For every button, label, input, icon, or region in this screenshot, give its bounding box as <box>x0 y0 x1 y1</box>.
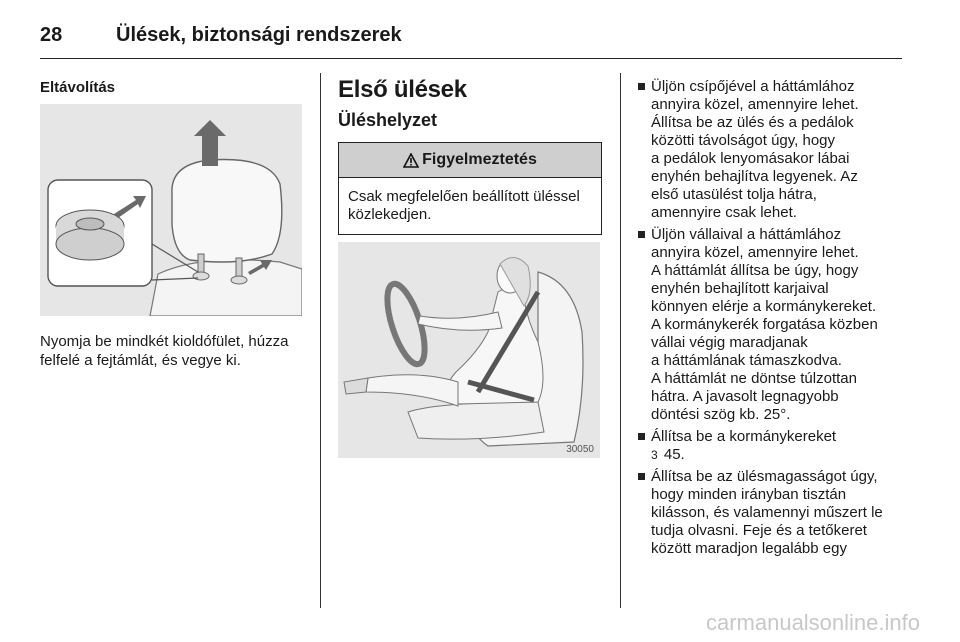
list-item <box>638 428 908 464</box>
section-subheading: Üléshelyzet <box>338 110 438 130</box>
list-item: Üljön csípőjével a háttámlához annyira közel, amennyire lehet. Állítsa be az ülés és a pedálok közötti távolságot úgy, hogy a pedálok lenyomásakor lábai enyhén behajlítva legyenek. Az első utasülést tolja hátra, amennyire csak lehet. <box>638 78 908 222</box>
removal-heading: Eltávolítás <box>40 79 116 96</box>
page-header <box>40 18 902 59</box>
page-number: 28 <box>40 24 63 46</box>
warning-header <box>339 143 601 178</box>
column-divider-right <box>620 73 621 608</box>
left-column <box>40 74 305 369</box>
removal-caption: Nyomja be mindkét kioldófület, húzza felfelé a fejtámlát, és vegye ki. <box>40 333 289 369</box>
warning-text: Csak megfelelően beállított üléssel közlekedjen. <box>348 188 580 223</box>
page-title: Ülések, biztonsági rendszerek <box>116 24 402 46</box>
warning-title: Figyelmeztetés <box>422 151 537 168</box>
page-reference-link[interactable]: 45. <box>663 446 685 463</box>
column-divider-left <box>320 73 321 608</box>
warning-triangle-icon <box>403 153 419 168</box>
list-item-text: Állítsa be a kormánykereket <box>651 428 837 445</box>
watermark: carmanualsonline.info <box>705 610 920 635</box>
section-heading: Első ülések <box>338 76 467 103</box>
seating-position-illustration <box>338 242 600 458</box>
page-reference-icon: 3 <box>651 448 658 462</box>
list-item: Üljön vállaival a háttámlához annyira közel, amennyire lehet. A háttámlát állítsa be úgy, hogy enyhén behajlított karjaival könnyen elérje a kormánykereket. A kormánykerék forgatása közben vállai végig maradjanak a háttámlának támaszkodva. A háttámlát ne döntse túlzottan hátra. A javasolt legnagyobb döntési szög kb. 25°. <box>638 226 908 424</box>
instruction-list <box>638 78 908 562</box>
list-item: Állítsa be az ülésmagasságot úgy, hogy minden irányban tisztán kilásson, és valamennyi műszert le tudja olvasni. Feje és a tetőkeret között maradjon legalább egy <box>638 468 908 558</box>
middle-column <box>338 74 602 455</box>
headrest-removal-drawing <box>40 104 302 316</box>
warning-box <box>338 142 602 235</box>
driver-seated-drawing <box>338 242 600 458</box>
headrest-removal-illustration <box>40 104 302 316</box>
illustration-code: 30050 <box>566 444 594 455</box>
